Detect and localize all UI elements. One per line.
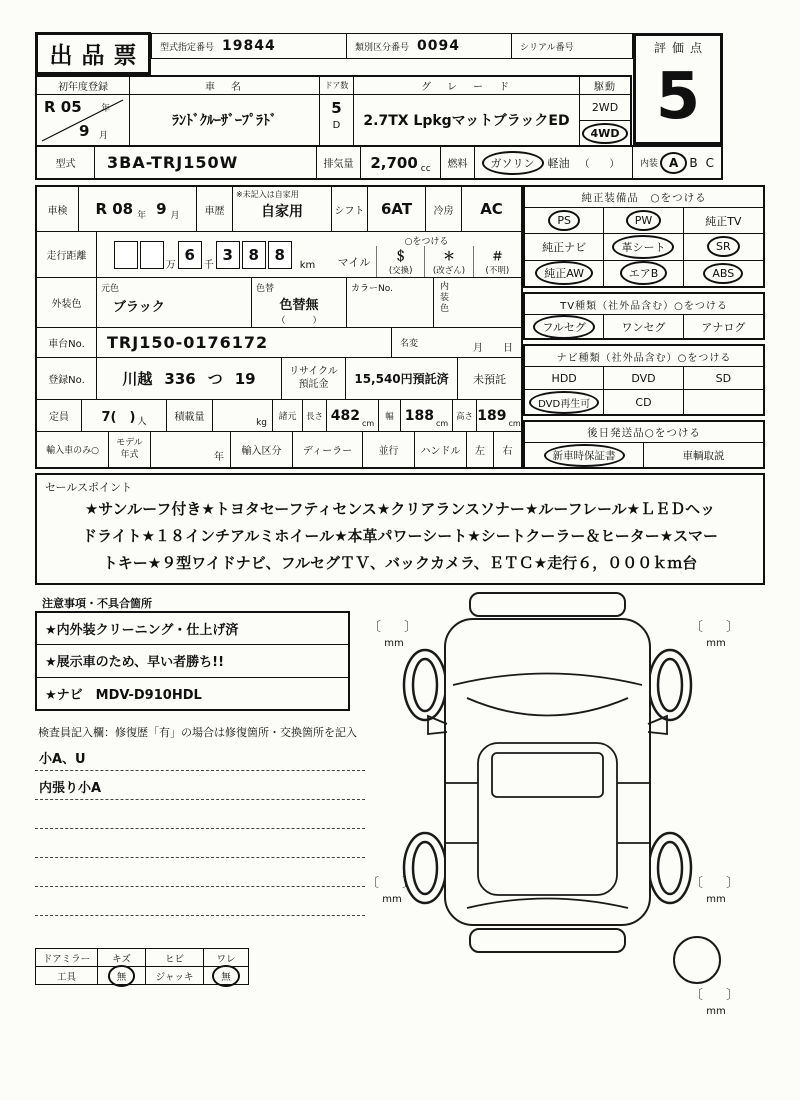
drive-header: 駆動: [580, 77, 630, 95]
row-spec: [37, 400, 521, 432]
tv-type-box: [523, 292, 765, 340]
equipment-genuine-aw: 純正AW: [525, 261, 604, 286]
chassis-value: TRJ150-0176172: [97, 328, 392, 357]
mileage-digit-6: 8: [268, 241, 292, 269]
drive-option-4wd: [580, 121, 630, 145]
mileage-circle-note: ○をつける: [404, 237, 449, 247]
equipment-airbag: エアB: [604, 261, 683, 286]
interior-color-cell: [434, 278, 521, 327]
first-reg-year-suffix: 年: [101, 104, 111, 114]
registration-office: 川越: [122, 370, 153, 388]
car-name-column: [130, 77, 320, 145]
base-color-label: 元色: [101, 284, 120, 294]
measure-front-left-bracket: 〔 〕: [368, 620, 423, 635]
tv-analog: アナログ: [701, 320, 746, 334]
shift-label: シフト: [332, 187, 368, 231]
details-table: [35, 185, 523, 469]
registration-kana: つ: [207, 370, 223, 388]
displacement-label: 排気量: [317, 147, 361, 178]
mileage-digit-3: 6: [178, 241, 202, 269]
rename-date: [473, 339, 513, 357]
evaluation-box: [633, 33, 723, 145]
row-exterior-color: [37, 278, 521, 328]
drive-option-2wd: [580, 95, 630, 121]
row-mileage: [37, 232, 521, 278]
inspector-entry-1: 小A、U: [35, 742, 365, 771]
damage-table-row-2: [36, 967, 248, 984]
height-unit: cm: [508, 419, 521, 428]
damage-table-row-1: [36, 949, 248, 967]
mileage-km-unit: km: [299, 260, 316, 271]
damage-break: ワレ: [216, 953, 236, 965]
field-model-approval-label: 型式指定番号: [160, 42, 215, 53]
cool-label: 冷房: [426, 187, 462, 231]
grade-value: 2.7TX LpkgマットブラックED: [363, 113, 570, 129]
width-label: 幅: [379, 400, 401, 431]
measure-spare-bracket: 〔 〕: [690, 988, 745, 1003]
displacement-value: 2,700: [370, 153, 418, 172]
later-shipping-grid: [525, 443, 763, 467]
fuel-cell: [475, 147, 633, 178]
row-chassis: [37, 328, 521, 358]
jack-none: 無: [204, 967, 248, 984]
shaken-value-cell: [79, 187, 197, 231]
tv-fullseg: フルセグ: [525, 315, 604, 338]
tool-label: 工具: [36, 967, 98, 984]
first-reg-cell: [37, 95, 129, 145]
mileage-flag-options: [332, 246, 521, 277]
interior-grade-c: C: [705, 155, 714, 170]
recycle-unpaid: 未預託: [473, 372, 506, 386]
tool-none: 無: [98, 967, 146, 984]
equipment-abs: ABS: [684, 261, 763, 286]
damage-crack: ヒビ: [146, 949, 204, 966]
shipping-owner-manual: 車輌取説: [682, 449, 725, 462]
grade-header: グ レ ー ド: [354, 77, 579, 95]
wheel-front-left: [404, 650, 446, 720]
registration-label: 登録No.: [37, 358, 97, 399]
damage-door-mirror: ドアミラー: [36, 949, 98, 966]
shaken-month-suffix: 月: [170, 210, 180, 221]
equipment-pw: PW: [604, 208, 683, 234]
mile-option-tampered: [424, 246, 472, 277]
color-change-paren: （ ）: [276, 316, 322, 326]
displacement-unit: cc: [420, 164, 431, 174]
load-unit: kg: [213, 400, 273, 431]
equipment-genuine-navi: 純正ナビ: [525, 234, 604, 260]
measure-spare: [690, 984, 745, 1017]
import-division-label: 輸入区分: [231, 432, 293, 467]
inspector-entry-4: [35, 829, 365, 858]
equipment-ps: PS: [525, 208, 604, 234]
tv-type-grid: [525, 315, 763, 338]
measure-front-right: [690, 616, 745, 649]
interior-color-label: 内装色: [438, 281, 448, 314]
navi-type-box: [523, 344, 765, 416]
color-change-cell: [252, 278, 347, 327]
mile-option-tampered-symbol: ＊: [442, 249, 455, 263]
mileage-flags: [332, 232, 521, 277]
field-serial-number-label: シリアル番号: [520, 42, 574, 53]
wheel-rear-right: [649, 833, 691, 903]
height-value: 189: [477, 407, 507, 424]
navi-cd: CD: [604, 390, 683, 414]
width-cell: [401, 400, 453, 431]
capacity-value: 7( ): [101, 410, 136, 425]
navi-empty-cell: [684, 390, 763, 414]
mileage-man-unit: 万: [165, 260, 176, 271]
equipment-sr: SR: [684, 234, 763, 260]
height-label: 高さ: [453, 400, 477, 431]
capacity-unit: 人: [137, 417, 147, 427]
registration-value: [97, 358, 282, 399]
recycle-label: [282, 358, 346, 399]
color-no-cell: [347, 278, 434, 327]
width-value: 188: [404, 407, 435, 424]
notes-line-3: ★ナビ MDV-D910HDL: [45, 687, 202, 703]
fuel-label: 燃料: [441, 147, 475, 178]
import-only-label: 輸入車のみ○: [37, 432, 109, 467]
rename-month-suffix: 月: [473, 343, 483, 354]
mile-label: マイル: [337, 255, 371, 269]
exterior-color-label: 外装色: [37, 278, 97, 327]
later-shipping-box: [523, 420, 765, 469]
mileage-sen-unit: 千: [203, 260, 214, 271]
doors-unit: D: [332, 120, 341, 131]
wheel-front-right: [649, 650, 691, 720]
first-reg-era: R 05: [44, 98, 82, 116]
first-reg-column: [37, 77, 130, 145]
notes-line-1: ★内外装クリーニング・仕上げ済: [37, 613, 348, 645]
shaken-year-suffix: 年: [137, 210, 147, 221]
genuine-equipment-grid: [525, 208, 763, 286]
evaluation-label: 評価点: [653, 41, 708, 55]
model-label: 型式: [37, 147, 95, 178]
model-year-label: [109, 432, 151, 467]
tv-type-header: TV種類（社外品含む）○をつける: [525, 294, 763, 315]
handle-left: 左: [467, 432, 494, 467]
interior-grade-cell: [633, 147, 721, 178]
mile-option-exchange-label: (交換): [388, 266, 413, 276]
interior-grade-b: B: [689, 155, 698, 170]
length-cell: [327, 400, 379, 431]
handle-right: 右: [502, 446, 513, 457]
evaluation-score: 5: [655, 60, 701, 134]
mile-option-unknown: [473, 246, 521, 277]
genuine-equipment-header: 純正装備品 ○をつける: [525, 187, 763, 208]
later-shipping-header: 後日発送品○をつける: [525, 422, 763, 443]
rename-day-suffix: 日: [503, 343, 513, 354]
measure-spare-unit: mm: [706, 1006, 726, 1017]
capacity-cell: [82, 400, 167, 431]
fuel-diesel: 軽油: [547, 156, 570, 170]
color-change-value: 色替無: [279, 298, 319, 313]
first-reg-month-suffix: 月: [99, 131, 109, 141]
rename-label: 名変: [400, 339, 419, 349]
field-model-approval-value: 19844: [222, 38, 276, 54]
sales-points-line-1: ★サンルーフ付き★トヨタセーフティセンス★クリアランスソナー★ルーフレール★ＬＥＤヘッ: [84, 500, 716, 518]
recycle-paid: 15,540円預託済: [346, 358, 458, 399]
mileage-digits: [97, 232, 332, 277]
width-unit: cm: [436, 419, 449, 428]
load-label: 積載量: [167, 400, 213, 431]
fuel-gasoline: ガソリン: [488, 155, 538, 171]
handle-label: ハンドル: [415, 432, 467, 467]
mile-option-exchange: [376, 246, 424, 277]
history-cell: [233, 187, 332, 231]
equipment-genuine-tv: 純正TV: [684, 208, 763, 234]
mileage-digit-2: [140, 241, 164, 269]
base-color-value: ブラック: [113, 300, 165, 315]
rear-bumper: [470, 929, 625, 952]
capacity-label: 定員: [37, 400, 82, 431]
doors-header: ドア数: [320, 77, 353, 95]
cool-value: AC: [480, 200, 503, 218]
mile-option-tampered-label: (改ざん): [432, 266, 466, 276]
sales-points-line-2: ドライト★１８インチアルミホイール★本革パワーシート★シートクーラー＆ヒーター★スマー: [82, 527, 718, 545]
measure-front-right-unit: mm: [706, 638, 726, 649]
dims-label: 諸元: [273, 400, 303, 431]
first-reg-header: 初年度登録: [37, 77, 129, 95]
color-change-label: 色替: [256, 284, 275, 294]
sales-points-text: [37, 496, 763, 577]
mile-option-unknown-symbol: ＃: [491, 249, 504, 263]
history-value: 自家用: [261, 204, 303, 220]
notes-box: [35, 611, 350, 711]
sales-points-box: [35, 473, 765, 585]
length-value: 482: [330, 407, 361, 424]
inspector-entry-2: 内張り小A: [35, 771, 365, 800]
drive-4wd-label: 4WD: [588, 127, 623, 140]
inspector-entry-6: [35, 887, 365, 916]
mileage-digit-4: 3: [216, 241, 240, 269]
field-class-number: [347, 34, 512, 58]
model-year-label-line2: 年式: [120, 449, 139, 460]
car-name-header: 車 名: [130, 77, 319, 95]
color-no-label: カラーNo.: [351, 284, 393, 294]
measure-rear-left-unit: mm: [382, 894, 402, 905]
mileage-label: 走行距離: [37, 232, 97, 277]
shaken-month: 9: [156, 200, 167, 218]
navi-sd: SD: [684, 367, 763, 390]
drive-column: [580, 77, 630, 145]
row-shaken: [37, 187, 521, 232]
navi-dvd-playable: DVD再生可: [525, 390, 604, 414]
measure-front-right-bracket: 〔 〕: [690, 620, 745, 635]
import-dealer: ディーラー: [293, 432, 363, 467]
field-model-approval: [152, 34, 347, 58]
tv-oneseg: ワンセグ: [604, 315, 683, 338]
row-registration: [37, 358, 521, 400]
navi-type-grid: [525, 367, 763, 414]
rename-cell: [392, 328, 521, 357]
recycle-label-line1: リサイクル: [289, 366, 338, 377]
top-fields-bar: [151, 33, 633, 59]
genuine-equipment-box: [523, 185, 765, 288]
model-year-label-line1: モデル: [116, 437, 143, 448]
navi-dvd: DVD: [604, 367, 683, 390]
navi-hdd: HDD: [525, 367, 604, 390]
car-name-value: ﾗﾝﾄﾞｸﾙｰｻﾞｰﾌﾟﾗﾄﾞ: [172, 113, 277, 129]
registration-class: 336: [164, 369, 196, 388]
measure-rear-left-bracket: 〔 〕: [366, 876, 421, 891]
equipment-leather-seat: 革シート: [604, 234, 683, 260]
notes-label: 注意事項・不具合箇所: [42, 597, 152, 610]
measure-rear-right-unit: mm: [706, 894, 726, 905]
shaken-era: R 08: [95, 200, 134, 218]
notes-line-2: ★展示車のため、早い者勝ち!!: [37, 645, 348, 677]
car-diagram: [375, 588, 770, 998]
length-label: 長さ: [303, 400, 327, 431]
front-bumper: [470, 593, 625, 616]
sheet-title: 出品票: [49, 43, 146, 69]
inspector-header: 検査員記入欄：修復歴「有」の場合は修復箇所・交換箇所を記入: [38, 726, 357, 739]
chassis-label: 車台No.: [37, 328, 97, 357]
history-note: ※未記入は自家用: [236, 190, 299, 199]
mile-option-exchange-symbol: ＄: [394, 249, 407, 263]
import-parallel: 並行: [363, 432, 415, 467]
navi-type-header: ナビ種類（社外品含む）○をつける: [525, 346, 763, 367]
measure-rear-right: [690, 872, 745, 905]
grade-column: [354, 77, 580, 145]
car-body: [445, 619, 650, 925]
measure-rear-left: [366, 872, 421, 905]
main-table-top: [35, 75, 632, 145]
doors-cell: [320, 95, 353, 145]
model-year-cell: 年: [151, 432, 231, 467]
first-reg-month: 9: [79, 122, 90, 140]
mileage-digit-5: 8: [242, 241, 266, 269]
shaken-label: 車検: [37, 187, 79, 231]
spare-tire-circle: [674, 937, 720, 983]
field-class-number-label: 類別区分番号: [355, 42, 410, 53]
doors-value: 5: [331, 99, 342, 117]
doors-column: [320, 77, 354, 145]
drive-2wd-label: 2WD: [591, 101, 619, 114]
displacement-cell: [361, 147, 441, 178]
model-code: 3BA-TRJ150W: [95, 147, 317, 178]
shipping-warranty-book: 新車時保証書: [525, 443, 644, 467]
main-table-row2: [35, 145, 723, 180]
length-unit: cm: [362, 419, 375, 428]
interior-grade-a: A: [666, 156, 681, 170]
mileage-digit-1: [114, 241, 138, 269]
damage-scratch: キズ: [98, 949, 146, 966]
measure-front-left-unit: mm: [384, 638, 404, 649]
inspector-entry-5: [35, 858, 365, 887]
sales-points-label: セールスポイント: [45, 481, 133, 494]
recycle-label-line2: 預託金: [298, 378, 329, 390]
interior-label: 内装: [640, 159, 659, 169]
jack-label: ジャッキ: [146, 967, 204, 984]
inspector-entry-3: [35, 800, 365, 829]
measure-front-left: [368, 616, 423, 649]
registration-number: 19: [234, 369, 256, 388]
fuel-paren: （ ）: [579, 159, 620, 170]
measure-rear-right-bracket: 〔 〕: [690, 876, 745, 891]
field-class-number-value: 0094: [417, 38, 460, 54]
mile-option-unknown-label: (不明): [485, 266, 510, 276]
height-cell: [477, 400, 521, 431]
base-color-cell: [97, 278, 252, 327]
field-serial-number: [512, 34, 632, 58]
history-label: 車歴: [197, 187, 233, 231]
sales-points-line-3: トキー★９型ワイドナビ、フルセグＴＶ、バックカメラ、ＥＴＣ★走行６，０００ｋｍ台: [102, 554, 698, 572]
row-import: [37, 432, 521, 467]
inspector-entries: [35, 742, 365, 916]
damage-table: [35, 948, 249, 985]
sheet-title-box: [35, 32, 151, 75]
shift-value: 6AT: [368, 187, 426, 231]
